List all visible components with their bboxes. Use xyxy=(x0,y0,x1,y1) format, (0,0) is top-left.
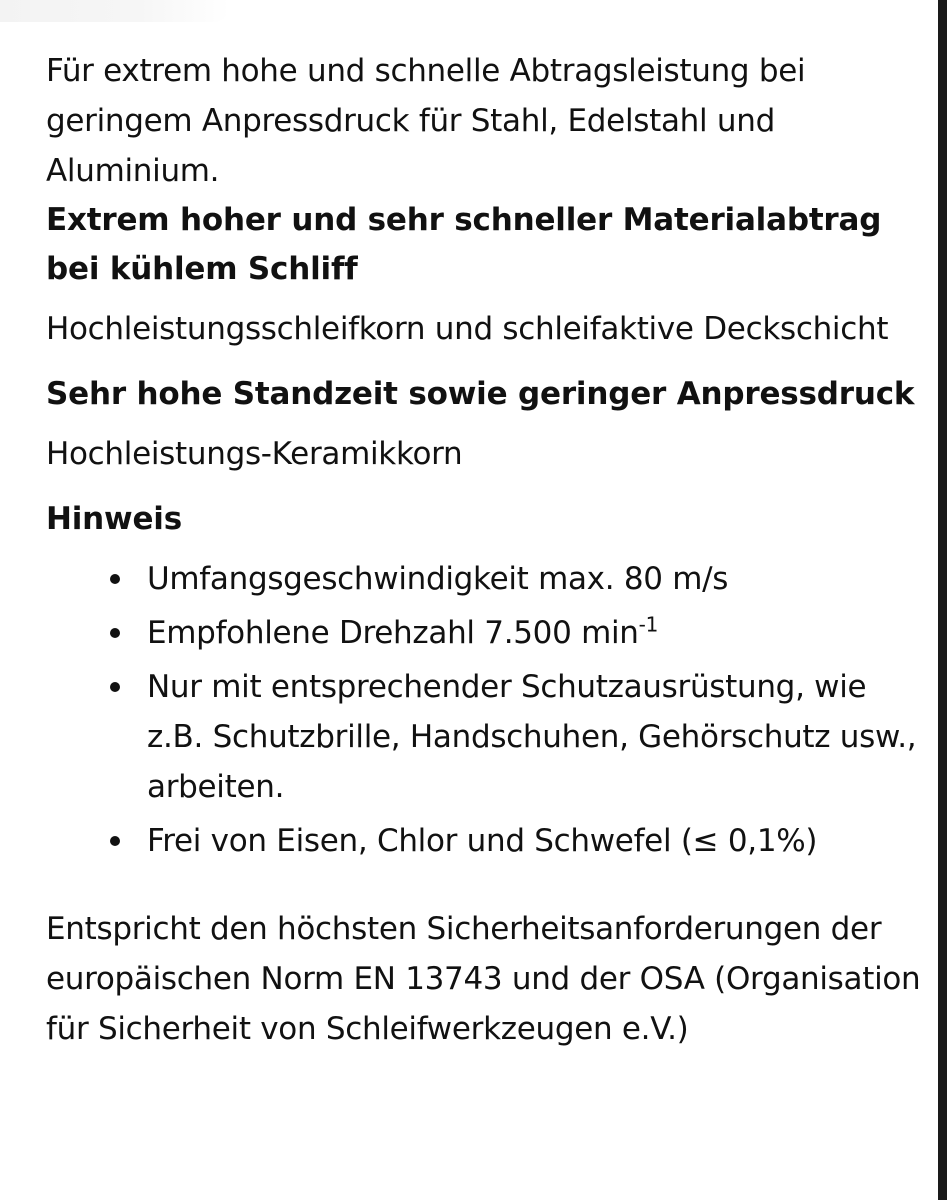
feature-heading-cooling: Extrem hoher und sehr schneller Materialabtrag bei kühlem Schliff xyxy=(46,202,882,287)
list-item xyxy=(46,554,926,604)
superscript-exponent: -1 xyxy=(638,612,658,637)
list-item-text: Nur mit entsprechender Schutzausrüstung, wie z.B. Schutzbrille, Handschuhen, Gehörschutz usw., arbeiten. xyxy=(147,669,917,805)
right-edge xyxy=(938,0,947,1200)
list-item-text: Frei von Eisen, Chlor und Schwefel (≤ 0,1%) xyxy=(147,823,818,859)
product-description xyxy=(46,46,926,1054)
bullet-icon xyxy=(110,628,120,638)
bullet-icon xyxy=(110,682,120,692)
list-item-text: Umfangsgeschwindigkeit max. 80 m/s xyxy=(147,561,729,597)
feature-text-grain: Hochleistungsschleifkorn und schleifaktive Deckschicht xyxy=(46,311,889,347)
feature-heading-lifetime: Sehr hohe Standzeit sowie geringer Anpressdruck xyxy=(46,376,915,412)
list-item xyxy=(46,662,926,812)
list-item-text: Empfohlene Drehzahl 7.500 min xyxy=(147,615,639,651)
bullet-icon xyxy=(110,574,120,584)
bullet-icon xyxy=(110,836,120,846)
norm-text: Entspricht den höchsten Sicherheitsanforderungen der europäischen Norm EN 13743 und der OSA (Organisation für Sicherheit von Schleifwerkzeugen e.V.) xyxy=(46,911,921,1047)
intro-text: Für extrem hohe und schnelle Abtragsleistung bei geringem Anpressdruck für Stahl, Edelstahl und Aluminium. xyxy=(46,53,806,189)
hint-heading: Hinweis xyxy=(46,501,182,537)
hint-list xyxy=(46,554,926,866)
top-shade xyxy=(0,0,230,22)
list-item xyxy=(46,608,926,658)
feature-text-ceramic: Hochleistungs-Keramikkorn xyxy=(46,436,463,472)
list-item xyxy=(46,816,926,866)
